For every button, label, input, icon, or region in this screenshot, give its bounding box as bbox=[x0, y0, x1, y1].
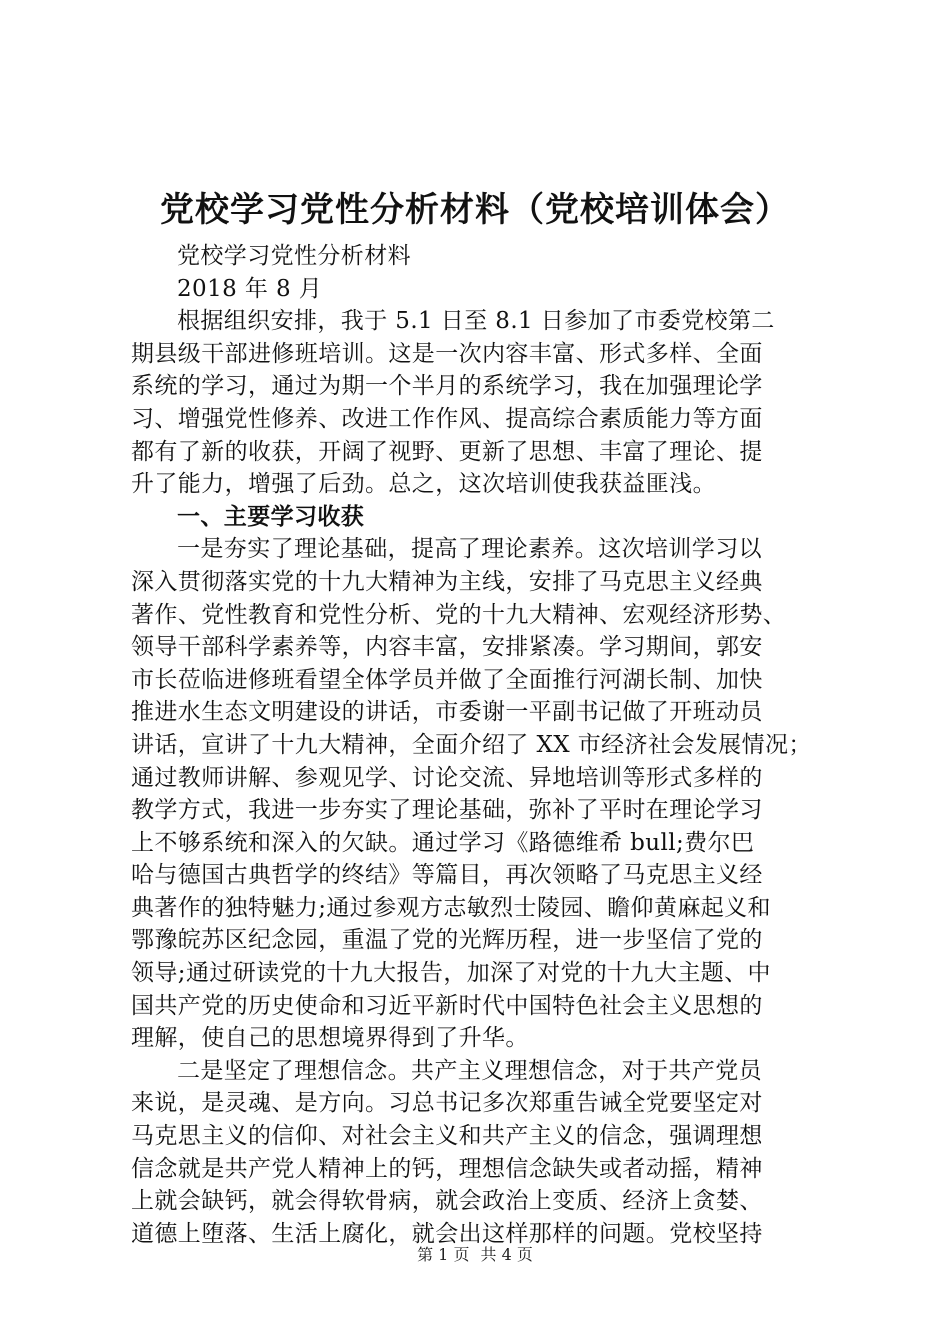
text-line: 道德上堕落、生活上腐化，就会出这样那样的问题。党校坚持 bbox=[131, 1220, 763, 1247]
document-title: 党校学习党性分析材料（党校培训体会） bbox=[160, 190, 790, 230]
text-line: 根据组织安排，我于 5.1 日至 8.1 日参加了市委党校第二 bbox=[177, 308, 775, 335]
text-line: 期县级干部进修班培训。这是一次内容丰富、形式多样、全面 bbox=[131, 340, 763, 367]
text-line: 领导;通过研读党的十九大报告，加深了对党的十九大主题、中 bbox=[131, 960, 771, 987]
text-line: 信念就是共产党人精神上的钙，理想信念缺失或者动摇，精神 bbox=[131, 1155, 763, 1182]
text-line: 党校学习党性分析材料 bbox=[177, 243, 411, 269]
text-line: 习、增强党性修养、改进工作作风、提高综合素质能力等方面 bbox=[131, 405, 763, 432]
text-line: 通过教师讲解、参观见学、讨论交流、异地培训等形式多样的 bbox=[131, 764, 763, 791]
text-line: 教学方式，我进一步夯实了理论基础，弥补了平时在理论学习 bbox=[131, 797, 763, 824]
page-number: 第 1 页 bbox=[417, 1245, 470, 1264]
text-line: 都有了新的收获，开阔了视野、更新了思想、丰富了理论、提 bbox=[131, 438, 763, 465]
text-line: 鄂豫皖苏区纪念园，重温了党的光辉历程，进一步坚信了党的 bbox=[131, 927, 763, 954]
text-line: 讲话，宣讲了十九大精神，全面介绍了 XX 市经济社会发展情况； bbox=[131, 731, 812, 758]
text-line: 上就会缺钙，就会得软骨病，就会政治上变质、经济上贪婪、 bbox=[131, 1188, 763, 1215]
text-line: 著作、党性教育和党性分析、党的十九大精神、宏观经济形势、 bbox=[131, 601, 787, 628]
text-line: 推进水生态文明建设的讲话，市委谢一平副书记做了开班动员 bbox=[131, 699, 763, 726]
text-line: 国共产党的历史使命和习近平新时代中国特色社会主义思想的 bbox=[131, 992, 763, 1019]
section-heading: 一、主要学习收获 bbox=[177, 502, 365, 530]
document-body bbox=[131, 240, 831, 1250]
text-line: 系统的学习，通过为期一个半月的系统学习，我在加强理论学 bbox=[131, 373, 763, 400]
text-line: 哈与德国古典哲学的终结》等篇目，再次领略了马克思主义经 bbox=[131, 862, 763, 889]
text-line: 来说，是灵魂、是方向。习总书记多次郑重告诫全党要坚定对 bbox=[131, 1090, 763, 1117]
text-line: 二是坚定了理想信念。共产主义理想信念，对于共产党员 bbox=[177, 1057, 762, 1084]
text-line: 2018 年 8 月 bbox=[177, 275, 323, 302]
text-line: 市长莅临进修班看望全体学员并做了全面推行河湖长制、加快 bbox=[131, 666, 763, 693]
text-line: 理解，使自己的思想境界得到了升华。 bbox=[131, 1025, 529, 1052]
text-line: 典著作的独特魅力;通过参观方志敏烈士陵园、瞻仰黄麻起义和 bbox=[131, 894, 771, 921]
page-total: 共 4 页 bbox=[480, 1245, 533, 1264]
page-footer bbox=[0, 1244, 950, 1266]
text-line: 上不够系统和深入的欠缺。通过学习《路德维希 bull;费尔巴 bbox=[131, 829, 755, 856]
text-line: 马克思主义的信仰、对社会主义和共产主义的信念，强调理想 bbox=[131, 1123, 763, 1150]
text-line: 领导干部科学素养等，内容丰富，安排紧凑。学习期间，郭安 bbox=[131, 634, 763, 661]
text-line: 深入贯彻落实党的十九大精神为主线，安排了马克思主义经典 bbox=[131, 568, 763, 595]
text-line: 一是夯实了理论基础，提高了理论素养。这次培训学习以 bbox=[177, 536, 762, 563]
text-line: 升了能力，增强了后劲。总之，这次培训使我获益匪浅。 bbox=[131, 471, 716, 498]
